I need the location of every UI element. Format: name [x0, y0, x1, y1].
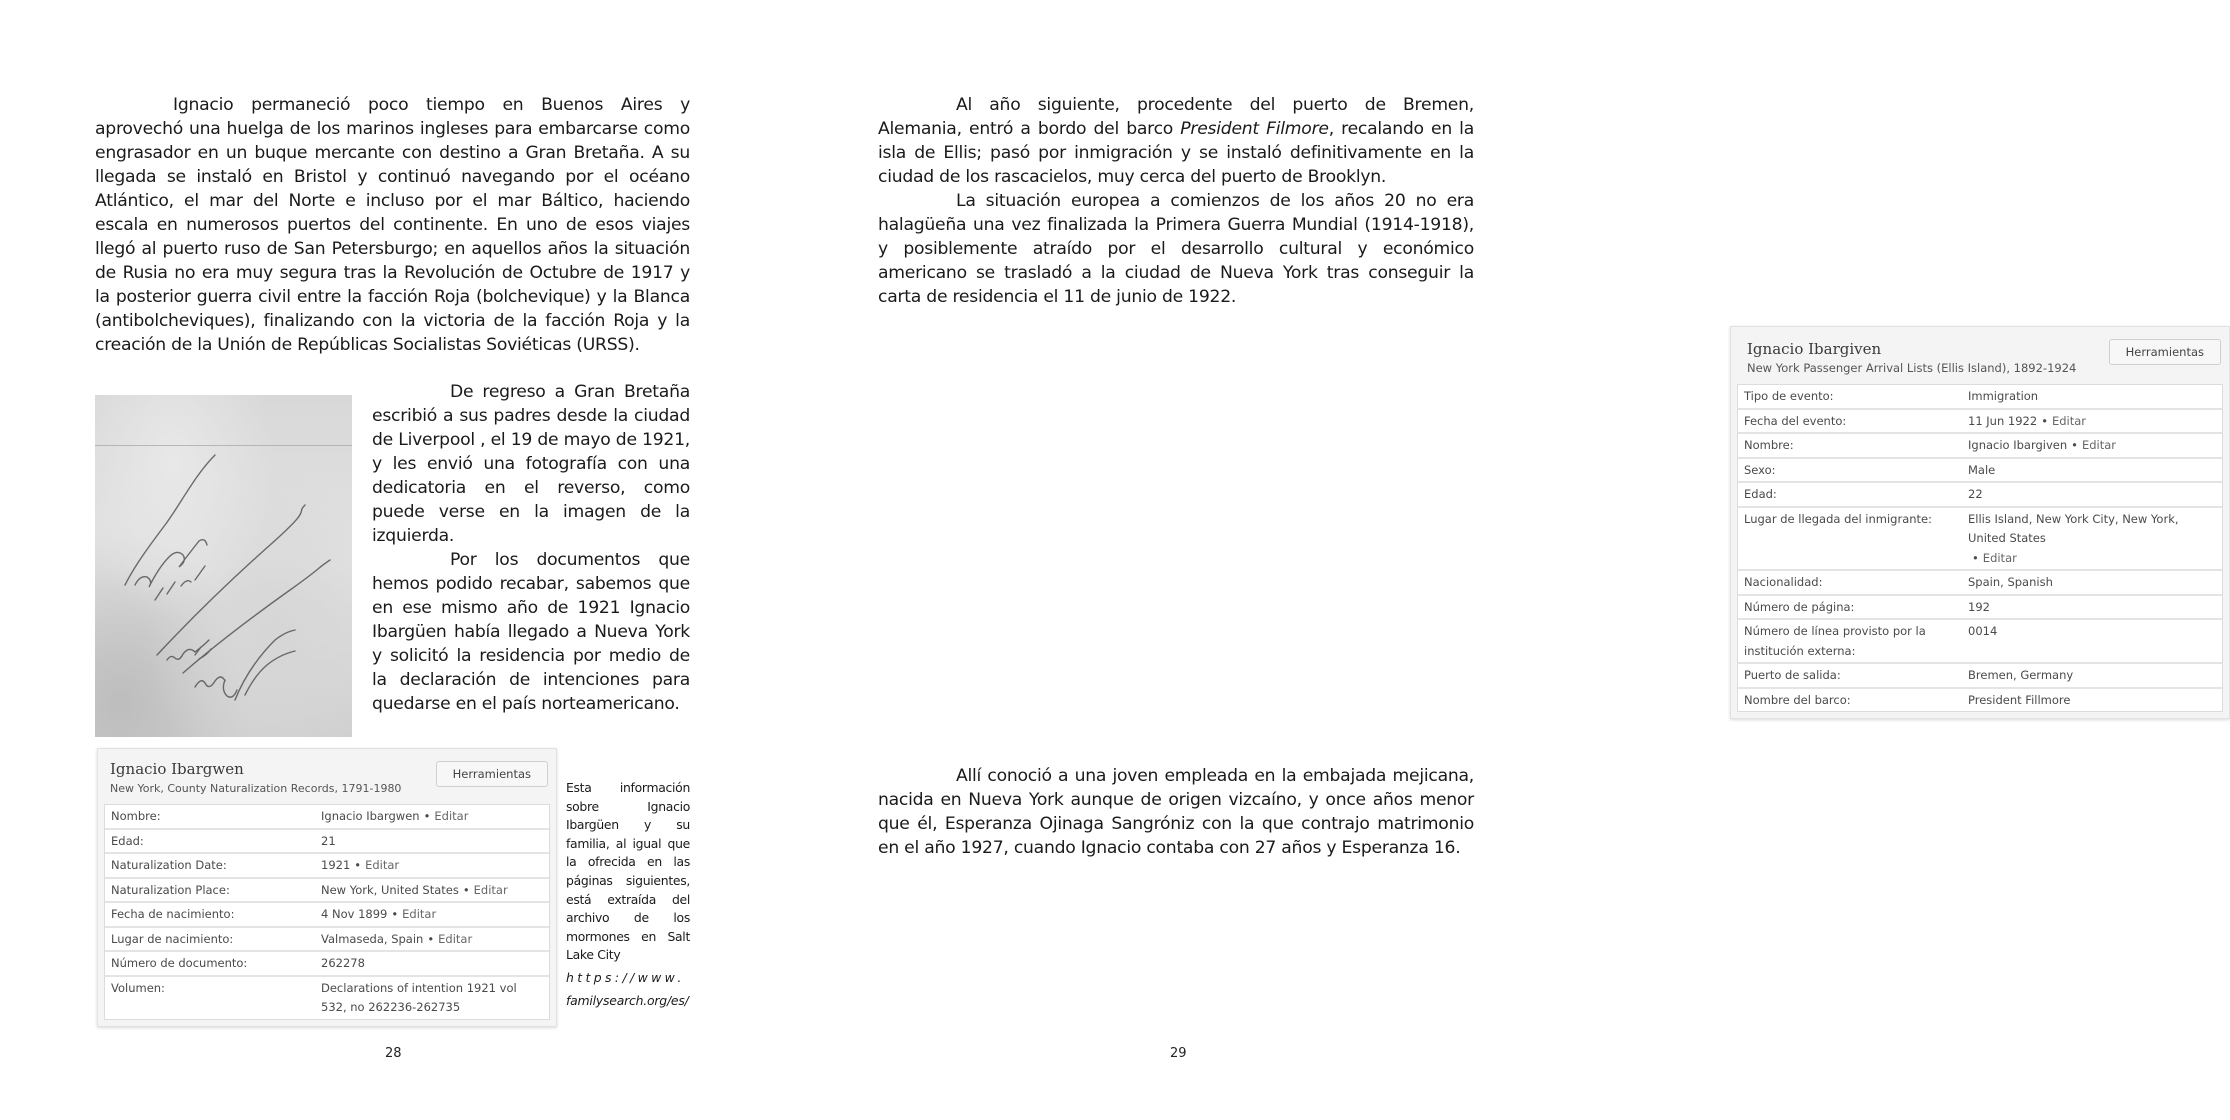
record-value: Declarations of intention 1921 vol 532, no 262236-262735 [321, 980, 517, 1014]
bullet-separator: • [2071, 438, 2078, 452]
source-url-line-2[interactable]: familysearch.org/es/ [566, 992, 689, 1008]
dedication-photo [95, 395, 352, 737]
record-value: 22 [1968, 487, 1983, 501]
page-number: 29 [1170, 1046, 1187, 1061]
paragraph-block-bremen [878, 93, 1474, 309]
record-card-header [1731, 327, 2229, 384]
record-label: Nombre: [1744, 438, 1794, 452]
paragraph-buenos-aires [95, 93, 690, 357]
record-row [105, 977, 549, 1019]
record-collection: New York Passenger Arrival Lists (Ellis Island), 1892-1924 [1747, 361, 2077, 375]
record-table [104, 804, 550, 1020]
source-note [566, 779, 690, 1010]
record-label: Edad: [1744, 487, 1777, 501]
record-table [1737, 384, 2223, 712]
record-row [105, 830, 549, 855]
record-label: Naturalization Date: [111, 858, 227, 872]
left-page [0, 0, 800, 1120]
bullet-separator: • [354, 858, 362, 872]
record-row [105, 903, 549, 928]
record-label: Número de documento: [111, 956, 248, 970]
record-label: Volumen: [111, 980, 165, 995]
record-title: Ignacio Ibargwen [110, 760, 244, 778]
record-value: 192 [1968, 599, 1990, 614]
paragraph-bremen: Al año siguiente, procedente del puerto de Bremen, Alemania, entró a bordo del barco President Filmore, recalando en la isla de Ellis; pasó por inmigración y se instaló definitivamente en la ciudad de los rascacielos, muy cerca del puerto de Brooklyn. [878, 95, 1474, 187]
record-value: President Fillmore [1968, 692, 2071, 707]
record-row [105, 879, 549, 904]
record-value: 21 [321, 833, 336, 848]
record-value: Ignacio Ibargwen • Editar [321, 809, 469, 823]
record-label: Número de página: [1744, 599, 1855, 614]
record-label: Sexo: [1744, 462, 1776, 477]
record-value: 11 Jun 1922 • Editar [1968, 413, 2087, 428]
record-row [1738, 689, 2222, 712]
paragraph-text: Ignacio permaneció poco tiempo en Buenos Aires y aprovechó una huelga de los marinos ingleses para embarcarse como engrasador en un buque mercante con destino a Gran Bretaña. A su llegada se instaló en Bristol y continuó navegando por el océano Atlántico, el mar del Norte e incluso por el mar Báltico, haciendo escala en numerosos puertos del continente. En uno de esos viajes llegó al puerto ruso de San Petersburgo; en aquellos años la situación de Rusia no era muy segura tras la Revolución de Octubre de 1917 y la posterior guerra civil entre la facción Roja (bolchevique) y la Blanca (antibolcheviques), finalizando con la victoria de la facción Roja y la creación de la Unión de Repúblicas Socialistas Soviéticas (URSS). [95, 95, 690, 355]
record-label: Nombre: [111, 809, 161, 823]
record-row [1738, 434, 2222, 459]
tools-button[interactable]: Herramientas [436, 761, 548, 787]
record-row [105, 805, 549, 830]
bullet-separator: • [2041, 413, 2048, 428]
edit-link[interactable]: Editar [434, 809, 469, 823]
source-note-text: Esta información sobre Ignacio Ibargüen y su familia, al igual que la ofrecida en las páginas siguientes, está extraída del archivo de los mormones en Salt Lake City [566, 780, 690, 963]
record-value: New York, United States • Editar [321, 882, 508, 897]
record-value: 4 Nov 1899 • Editar [321, 907, 437, 921]
edit-link[interactable]: Editar [2051, 413, 2087, 428]
bullet-separator: • [391, 907, 399, 921]
record-row [1738, 410, 2222, 435]
record-value: 0014 [1968, 624, 1998, 638]
record-label: Lugar de nacimiento: [111, 931, 234, 946]
record-row [1738, 483, 2222, 508]
record-label: Fecha del evento: [1744, 413, 1847, 428]
record-label: Naturalization Place: [111, 882, 230, 897]
record-label: Fecha de nacimiento: [111, 907, 235, 921]
paragraph-documents: Por los documentos que hemos podido recabar, sabemos que en ese mismo año de 1921 Ignacio Ibargüen había llegado a Nueva York y solicitó la residencia por medio de la declaración de intenciones para quedarse en el país norteamericano. [372, 550, 690, 714]
record-value: 262278 [321, 956, 365, 970]
record-row [1738, 459, 2222, 484]
record-value: Valmaseda, Spain • Editar [321, 931, 473, 946]
record-label: Tipo de evento: [1744, 389, 1834, 403]
record-row [1738, 620, 2222, 664]
paragraph-block-marriage [878, 764, 1474, 860]
right-page [800, 0, 2204, 1120]
record-value: Spain, Spanish [1968, 575, 2053, 589]
record-value: Male [1968, 462, 1996, 477]
ship-name-italic: President Filmore [1180, 119, 1329, 139]
record-value: Bremen, Germany [1968, 668, 2074, 682]
record-label: Nombre del barco: [1744, 692, 1851, 707]
record-label: Puerto de salida: [1744, 668, 1841, 682]
paragraph-european-situation: La situación europea a comienzos de los años 20 no era halagüeña una vez finalizada la Primera Guerra Mundial (1914-1918), y posiblemente atraído por el desarrollo cultural y económico americano se trasladó a la ciudad de Nueva York tras conseguir la carta de residencia el 11 de junio de 1922. [878, 191, 1474, 307]
record-row [105, 952, 549, 977]
record-row [1738, 385, 2222, 410]
record-label: Lugar de llegada del inmigrante: [1744, 511, 1932, 526]
page-number: 28 [385, 1046, 402, 1061]
paragraph-liverpool: De regreso a Gran Bretaña escribió a sus padres desde la ciudad de Liverpool , el 19 de mayo de 1921, y les envió una fotografía con una dedicatoria en el reverso, como puede verse en la imagen de la izquierda. [372, 382, 690, 546]
record-card-header [98, 749, 556, 804]
record-row [1738, 571, 2222, 596]
naturalization-record-card [97, 748, 557, 1027]
record-row [1738, 596, 2222, 621]
edit-link[interactable]: Editar [438, 931, 473, 946]
record-label: Nacionalidad: [1744, 575, 1823, 589]
record-value: Ignacio Ibargiven • Editar [1968, 438, 2117, 452]
record-value: 1921 • Editar [321, 858, 400, 872]
record-row [105, 928, 549, 953]
paragraph-liverpool-block [372, 380, 690, 716]
paragraph-marriage: Allí conoció a una joven empleada en la embajada mejicana, nacida en Nueva York aunque de origen vizcaíno, y once años menor que él, Esperanza Ojinaga Sangróniz con la que contrajo matrimonio en el año 1927, cuando Ignacio contaba con 27 años y Esperanza 16. [878, 766, 1474, 858]
record-value: Immigration [1968, 389, 2039, 403]
record-label: Número de línea provisto por la institución externa: [1744, 624, 1926, 658]
record-row [1738, 508, 2222, 572]
bullet-separator: • [423, 809, 431, 823]
passenger-arrival-record-card [1730, 326, 2230, 719]
edit-link[interactable]: Editar [473, 882, 508, 897]
edit-link[interactable]: Editar [365, 858, 400, 872]
bullet-separator: • [462, 882, 470, 897]
record-row [1738, 664, 2222, 689]
edit-link[interactable]: Editar [2081, 438, 2117, 452]
bullet-separator: • [427, 931, 435, 946]
record-collection: New York, County Naturalization Records, 1791-1980 [110, 782, 402, 795]
record-title: Ignacio Ibargiven [1747, 340, 1882, 358]
tools-button[interactable]: Herramientas [2109, 339, 2221, 365]
source-url-line-1[interactable]: https://www. [566, 969, 685, 985]
edit-link[interactable]: Editar [1982, 550, 2017, 565]
record-label: Edad: [111, 833, 144, 848]
record-value: Ellis Island, New York City, New York, United States • Editar [1968, 511, 2179, 565]
record-row [105, 854, 549, 879]
bullet-separator: • [1972, 550, 1979, 565]
handwriting-scrawl [95, 395, 352, 737]
edit-link[interactable]: Editar [402, 907, 437, 921]
